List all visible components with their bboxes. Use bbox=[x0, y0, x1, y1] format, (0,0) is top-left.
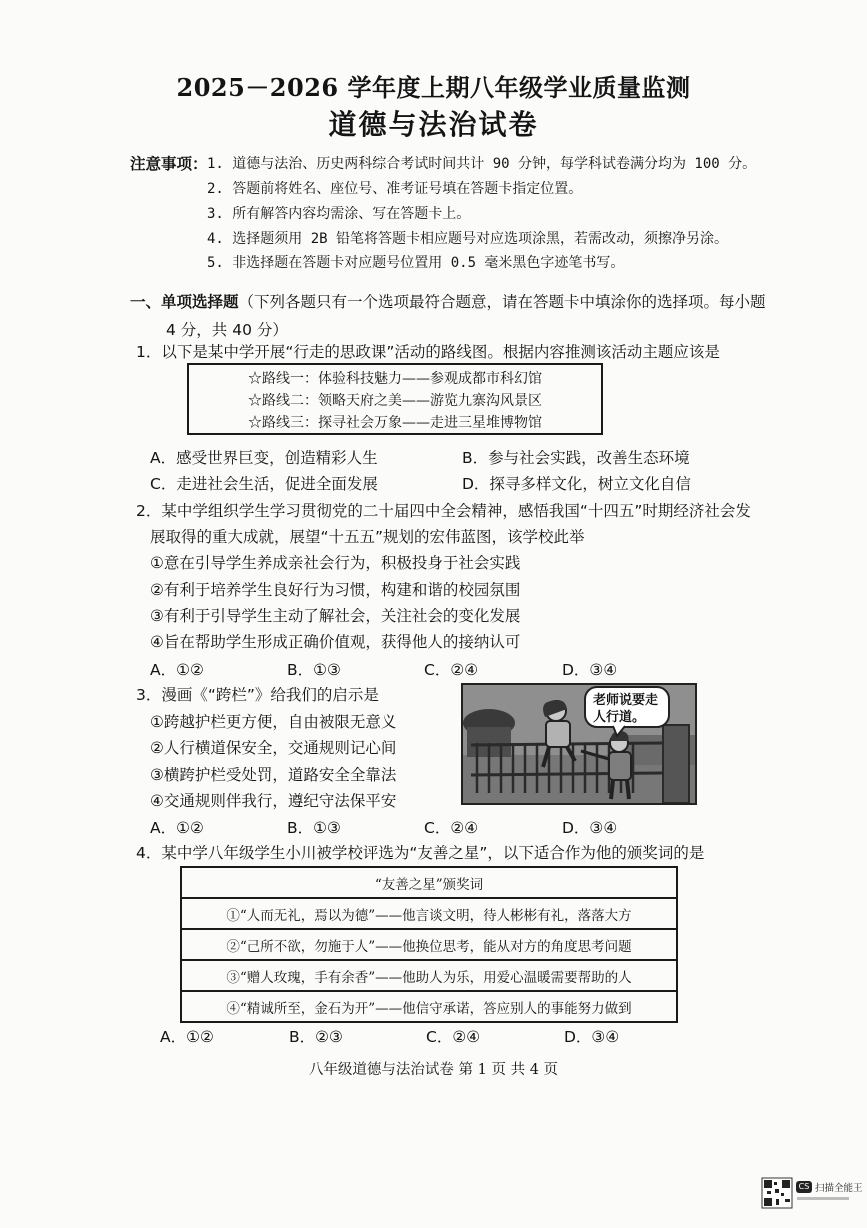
table-row bbox=[181, 898, 677, 929]
section-heading bbox=[130, 288, 790, 344]
note-item: 1. 道德与法治、历史两科综合考试时间共计 90 分钟，每学科试卷满分均为 100 分。 bbox=[207, 156, 757, 172]
note-item: 4. 选择题须用 2B 铅笔将答题卡相应题号对应选项涂黑，若需改动，须擦净另涂。 bbox=[207, 231, 728, 247]
exam-subject: 道德与法治试卷 bbox=[328, 108, 539, 141]
q3-option-d[interactable]: D．③④ bbox=[562, 819, 618, 837]
comic-bubble-line1: 老师说要走 bbox=[593, 693, 659, 708]
q2-option-d[interactable]: D．③④ bbox=[562, 661, 618, 679]
q2-stem: 2．某中学组织学生学习贯彻党的二十届四中全会精神，感悟我国“十四五”时期经济社会发 bbox=[136, 502, 751, 520]
exam-title: 2025－2026 学年度上期八年级学业质量监测 bbox=[176, 73, 691, 102]
section-title: 一、单项选择题 bbox=[130, 293, 239, 311]
table-row bbox=[181, 960, 677, 991]
note-item: 5. 非选择题在答题卡对应题号位置用 0.5 毫米黑色字迹笔书写。 bbox=[207, 255, 625, 271]
q3-option-a[interactable]: A．①② bbox=[150, 819, 204, 837]
q2-option-b[interactable]: B．①③ bbox=[287, 661, 341, 679]
q4-option-c[interactable]: C．②④ bbox=[426, 1028, 481, 1046]
q4-option-a[interactable]: A．①② bbox=[160, 1028, 214, 1046]
scanner-logo-badge: CS bbox=[796, 1181, 812, 1193]
table-cell: ①“人而无礼，焉以为德”——他言谈文明，待人彬彬有礼，落落大方 bbox=[181, 898, 677, 929]
q3-option-b[interactable]: B．①③ bbox=[287, 819, 341, 837]
q1-option-b[interactable]: B．参与社会实践，改善生态环境 bbox=[462, 449, 690, 467]
q3-item: ④交通规则伴我行，遵纪守法保平安 bbox=[150, 792, 397, 810]
comic-illustration bbox=[463, 685, 695, 803]
q4-option-b[interactable]: B．②③ bbox=[289, 1028, 343, 1046]
q2-option-c[interactable]: C．②④ bbox=[424, 661, 479, 679]
q3-item: ③横跨护栏受处罚，道路安全全靠法 bbox=[150, 766, 397, 784]
q3-comic-image bbox=[461, 683, 697, 805]
table-header-row bbox=[181, 867, 677, 898]
scanner-brand: 扫描全能王 bbox=[815, 1183, 863, 1194]
q2-item: ③有利于引导学生主动了解社会，关注社会的变化发展 bbox=[150, 607, 521, 625]
q2-stem-cont: 展取得的重大成就，展望“十五五”规划的宏伟蓝图，该学校此举 bbox=[150, 528, 585, 546]
q1-route-box bbox=[187, 363, 603, 435]
table-cell: ②“己所不欲，勿施于人”——他换位思考，能从对方的角度思考问题 bbox=[181, 929, 677, 960]
q4-stem: 4．某中学八年级学生小川被学校评选为“友善之星”，以下适合作为他的颁奖词的是 bbox=[136, 844, 705, 862]
q1-option-a[interactable]: A．感受世界巨变，创造精彩人生 bbox=[150, 449, 378, 467]
q3-item: ①跨越护栏更方便，自由被限无意义 bbox=[150, 713, 397, 731]
section-desc: （下列各题只有一个选项最符合题意，请在答题卡中填涂你的选择项。每小题 bbox=[238, 293, 766, 311]
route-line: ☆路线三：探寻社会万象——走进三星堆博物馆 bbox=[248, 415, 542, 431]
note-item: 2. 答题前将姓名、座位号、准考证号填在答题卡指定位置。 bbox=[207, 181, 583, 197]
q1-option-d[interactable]: D．探寻多样文化，树立文化自信 bbox=[462, 475, 691, 493]
table-row bbox=[181, 991, 677, 1022]
notes-label: 注意事项： bbox=[130, 155, 208, 173]
q4-option-d[interactable]: D．③④ bbox=[564, 1028, 620, 1046]
q2-item: ①意在引导学生养成亲社会行为，积极投身于社会实践 bbox=[150, 554, 521, 572]
route-line: ☆路线二：领略天府之美——游览九寨沟风景区 bbox=[248, 393, 542, 409]
table-cell: ③“赠人玫瑰，手有余香”——他助人为乐，用爱心温暖需要帮助的人 bbox=[181, 960, 677, 991]
q3-item: ②人行横道保安全，交通规则记心间 bbox=[150, 739, 397, 757]
note-item: 3. 所有解答内容均需涂、写在答题卡上。 bbox=[207, 206, 471, 222]
q2-item: ②有利于培养学生良好行为习惯，构建和谐的校园氛围 bbox=[150, 581, 521, 599]
scanner-watermark bbox=[761, 1175, 863, 1213]
q2-item: ④旨在帮助学生形成正确价值观，获得他人的接纳认可 bbox=[150, 633, 521, 651]
route-line: ☆路线一：体验科技魅力——参观成都市科幻馆 bbox=[248, 371, 542, 387]
section-desc-cont: 4 分，共 40 分） bbox=[166, 321, 288, 339]
q2-option-a[interactable]: A．①② bbox=[150, 661, 204, 679]
table-title: “友善之星”颁奖词 bbox=[181, 867, 677, 898]
table-row bbox=[181, 929, 677, 960]
q3-stem: 3．漫画《“跨栏”》给我们的启示是 bbox=[136, 686, 379, 704]
scanner-tagline-bar bbox=[797, 1197, 849, 1200]
q3-option-c[interactable]: C．②④ bbox=[424, 819, 479, 837]
table-cell: ④“精诚所至，金石为开”——他信守承诺，答应别人的事能努力做到 bbox=[181, 991, 677, 1022]
q1-stem: 1．以下是某中学开展“行走的思政课”活动的路线图。根据内容推测该活动主题应该是 bbox=[136, 343, 720, 361]
q4-award-table bbox=[180, 866, 678, 1023]
q1-option-c[interactable]: C．走进社会生活，促进全面发展 bbox=[150, 475, 378, 493]
page-footer: 八年级道德与法治试卷 第 1 页 共 4 页 bbox=[308, 1062, 559, 1078]
comic-bubble-line2: 人行道。 bbox=[593, 710, 646, 725]
